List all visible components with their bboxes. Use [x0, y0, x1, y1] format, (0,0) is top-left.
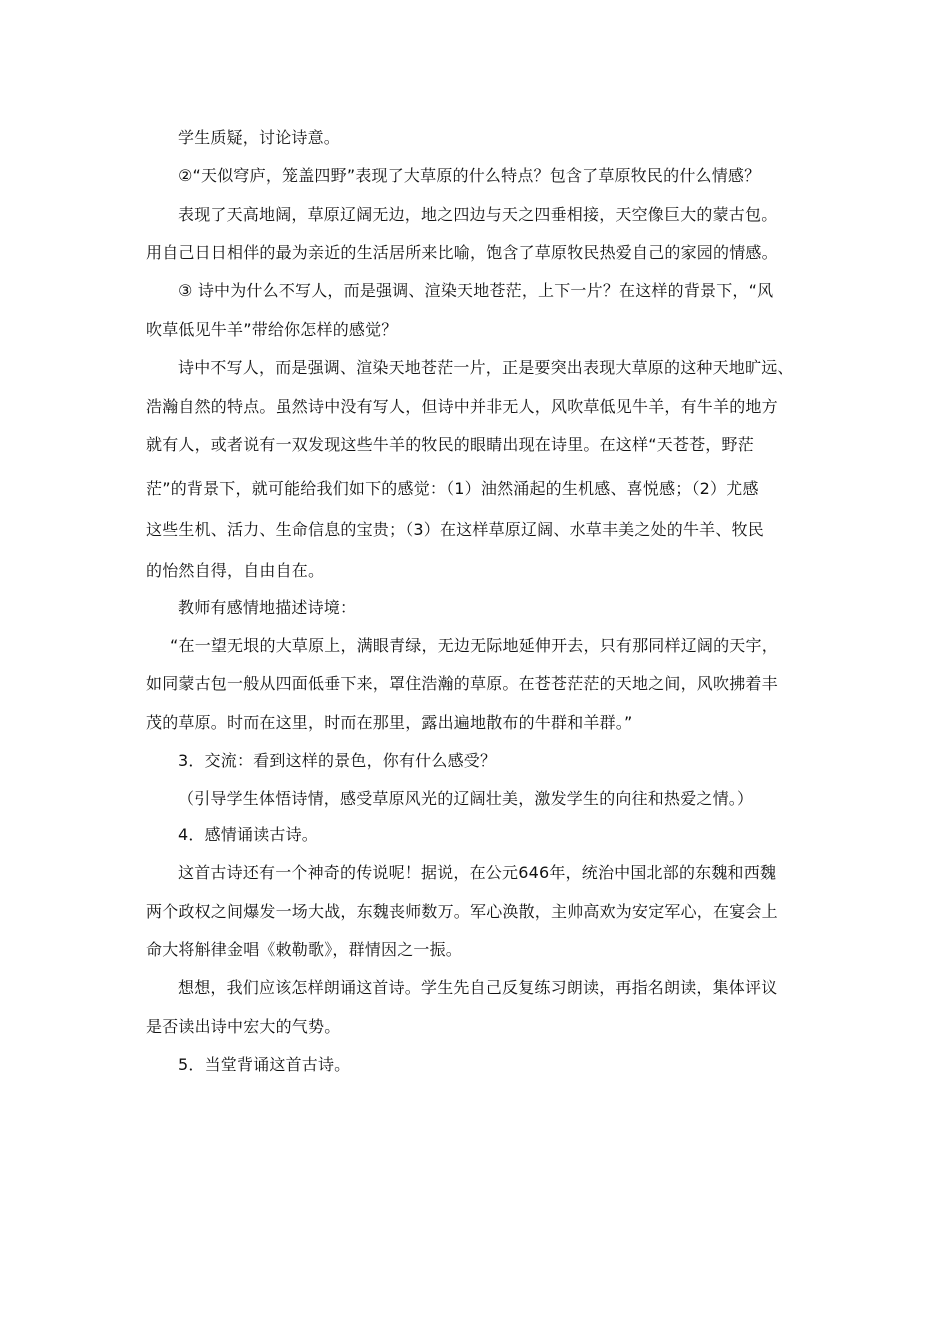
- text-line: 这首古诗还有一个神奇的传说呢！据说，在公元646年，统治中国北部的东魏和西魏: [178, 863, 777, 882]
- text-line: ③ 诗中为什么不写人，而是强调、渲染天地苍茫，上下一片？在这样的背景下，“风: [178, 281, 774, 300]
- text-line: ②“天似穹庐，笼盖四野”表现了大草原的什么特点？包含了草原牧民的什么情感？: [178, 166, 761, 185]
- text-line: 命大将斛律金唱《敕勒歌》，群情因之一振。: [146, 940, 463, 959]
- text-line: 这些生机、活力、生命信息的宝贵；（3）在这样草原辽阔、水草丰美之处的牛羊、牧民: [146, 520, 764, 539]
- text-line: 教师有感情地描述诗境：: [178, 598, 357, 617]
- text-line: 两个政权之间爆发一场大战，东魏丧师数万。军心涣散，主帅高欢为安定军心，在宴会上: [146, 902, 778, 921]
- text-line: 茫”的背景下，就可能给我们如下的感觉：（1）油然涌起的生机感、喜悦感；（2）尤感: [146, 479, 759, 498]
- text-line: 如同蒙古包一般从四面低垂下来，罩住浩瀚的草原。在苍苍茫茫的天地之间，风吹拂着丰: [146, 674, 778, 693]
- text-line: 浩瀚自然的特点。虽然诗中没有写人，但诗中并非无人，风吹草低见牛羊，有牛羊的地方: [146, 397, 778, 416]
- text-line: 吹草低见牛羊”带给你怎样的感觉？: [146, 320, 398, 339]
- text-line: 4．感情诵读古诗。: [178, 825, 318, 844]
- text-line: 表现了天高地阔，草原辽阔无边，地之四边与天之四垂相接，天空像巨大的蒙古包。: [178, 205, 778, 224]
- text-line: 茂的草原。时而在这里，时而在那里，露出遍地散布的牛群和羊群。”: [146, 713, 633, 732]
- text-line: 5．当堂背诵这首古诗。: [178, 1055, 351, 1074]
- text-line: 的怡然自得，自由自在。: [146, 561, 325, 580]
- text-line: 就有人，或者说有一双发现这些牛羊的牧民的眼睛出现在诗里。在这样“天苍苍，野茫: [146, 435, 754, 454]
- text-line: （引导学生体悟诗情，感受草原风光的辽阔壮美，激发学生的向往和热爱之情。）: [178, 789, 754, 808]
- text-line: 学生质疑，讨论诗意。: [178, 128, 341, 147]
- text-line: 用自己日日相伴的最为亲近的生活居所来比喻，饱含了草原牧民热爱自己的家园的情感。: [146, 243, 778, 262]
- text-line: 是否读出诗中宏大的气势。: [146, 1017, 341, 1036]
- text-line: 诗中不写人，而是强调、渲染天地苍茫一片，正是要突出表现大草原的这种天地旷远、: [178, 358, 794, 377]
- text-line: “在一望无垠的大草原上，满眼青绿，无边无际地延伸开去，只有那同样辽阔的天宇，: [170, 636, 778, 655]
- text-line: 想想，我们应该怎样朗诵这首诗。学生先自己反复练习朗读，再指名朗读，集体评议: [178, 978, 778, 997]
- text-line: 3．交流：看到这样的景色，你有什么感受？: [178, 751, 497, 770]
